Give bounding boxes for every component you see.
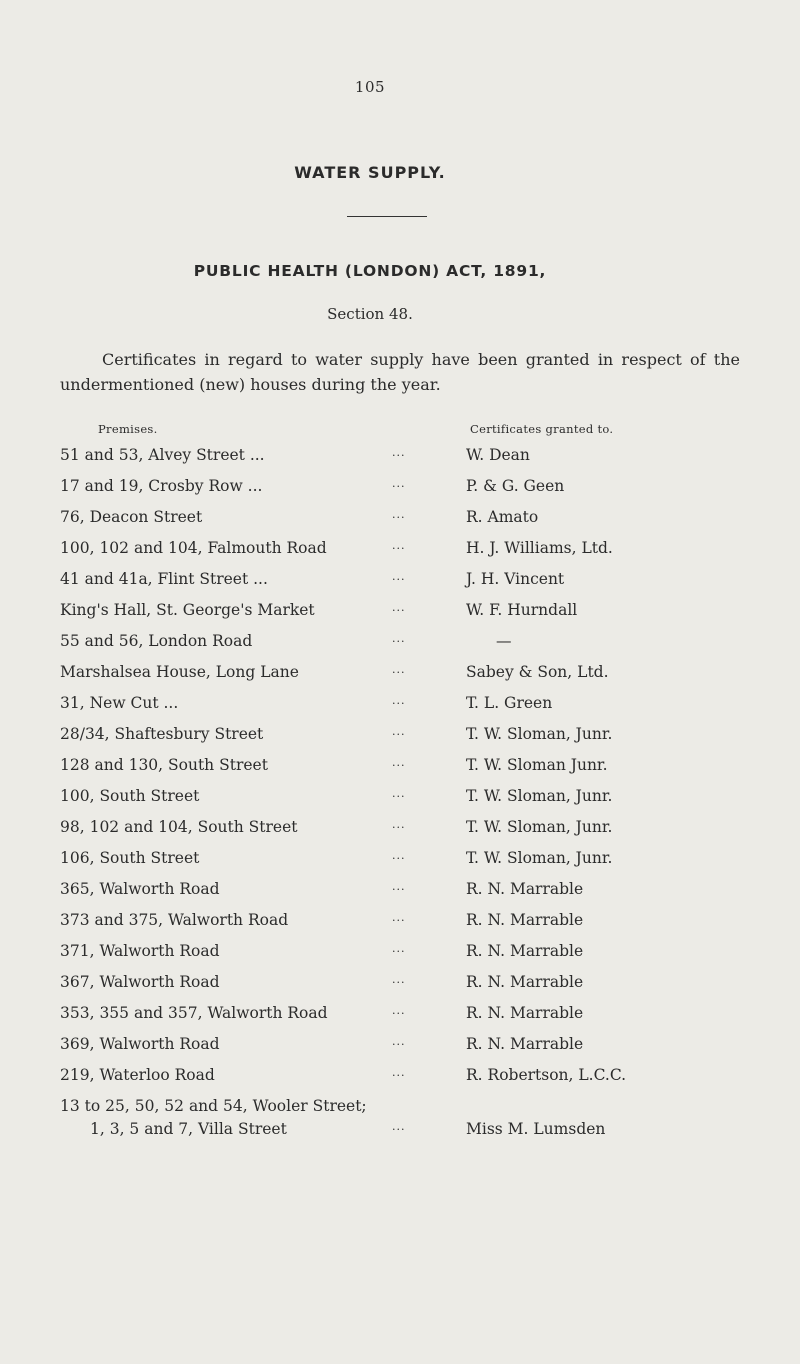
granted-cell: R. Amato <box>466 508 539 526</box>
granted-cell: R. N. Marrable <box>466 973 584 991</box>
premises-cell: 353, 355 and 357, Walworth Road <box>60 1004 328 1022</box>
granted-cell: W. Dean <box>466 446 530 464</box>
table-row <box>0 1066 800 1097</box>
table-row <box>0 849 800 880</box>
premises-cell: 371, Walworth Road <box>60 942 220 960</box>
granted-cell: R. N. Marrable <box>466 1035 584 1053</box>
leader-dots: ... <box>392 570 406 583</box>
premises-cell: 100, 102 and 104, Falmouth Road <box>60 539 327 557</box>
granted-column-header: Certificates granted to. <box>470 422 614 436</box>
table-row <box>0 756 800 787</box>
granted-cell: T. W. Sloman Junr. <box>466 756 608 774</box>
table-row <box>0 818 800 849</box>
table-row <box>0 725 800 756</box>
premises-cell: 41 and 41a, Flint Street ... <box>60 570 268 588</box>
premises-cell: 128 and 130, South Street <box>60 756 268 774</box>
leader-dots: ... <box>392 1035 406 1048</box>
premises-cell: 28/34, Shaftesbury Street <box>60 725 264 743</box>
table-row <box>0 1097 800 1143</box>
premises-cell: 17 and 19, Crosby Row ... <box>60 477 263 495</box>
granted-cell: P. & G. Geen <box>466 477 565 495</box>
premises-cell: Marshalsea House, Long Lane <box>60 663 299 681</box>
leader-dots: ... <box>392 508 406 521</box>
granted-cell: J. H. Vincent <box>466 570 565 588</box>
intro-paragraph: Certificates in regard to water supply have been granted in respect of the undermentioned (new) houses during the year. <box>60 350 740 394</box>
table-row <box>0 477 800 508</box>
table-row <box>0 694 800 725</box>
page-number: 105 <box>354 78 386 96</box>
section-label: Section 48. <box>327 305 413 323</box>
certificates-table <box>0 446 800 1143</box>
granted-cell: Sabey & Son, Ltd. <box>466 663 609 681</box>
granted-cell: R. N. Marrable <box>466 942 584 960</box>
leader-dots: ... <box>392 1120 406 1133</box>
leader-dots: ... <box>392 787 406 800</box>
premises-cell: King's Hall, St. George's Market <box>60 601 315 619</box>
leader-dots: ... <box>392 477 406 490</box>
premises-cell: 51 and 53, Alvey Street ... <box>60 446 265 464</box>
table-row <box>0 570 800 601</box>
granted-cell: T. W. Sloman, Junr. <box>466 787 613 805</box>
premises-cell: 55 and 56, London Road <box>60 632 253 650</box>
leader-dots: ... <box>392 973 406 986</box>
table-row <box>0 973 800 1004</box>
table-row <box>0 787 800 818</box>
granted-cell: — <box>496 632 512 650</box>
table-row <box>0 880 800 911</box>
leader-dots: ... <box>392 539 406 552</box>
leader-dots: ... <box>392 849 406 862</box>
leader-dots: ... <box>392 725 406 738</box>
leader-dots: ... <box>392 663 406 676</box>
granted-cell: T. W. Sloman, Junr. <box>466 818 613 836</box>
leader-dots: ... <box>392 694 406 707</box>
granted-cell: R. N. Marrable <box>466 911 584 929</box>
premises-cell: 100, South Street <box>60 787 200 805</box>
premises-cell: 13 to 25, 50, 52 and 54, Wooler Street; <box>60 1097 367 1115</box>
leader-dots: ... <box>392 601 406 614</box>
table-row <box>0 601 800 632</box>
leader-dots: ... <box>392 756 406 769</box>
granted-cell: H. J. Williams, Ltd. <box>466 539 613 557</box>
table-row <box>0 942 800 973</box>
leader-dots: ... <box>392 880 406 893</box>
granted-cell: T. W. Sloman, Junr. <box>466 849 613 867</box>
leader-dots: ... <box>392 632 406 645</box>
premises-cell: 76, Deacon Street <box>60 508 203 526</box>
granted-cell: R. N. Marrable <box>466 1004 584 1022</box>
granted-cell: T. W. Sloman, Junr. <box>466 725 613 743</box>
premises-cell: 369, Walworth Road <box>60 1035 220 1053</box>
granted-cell: W. F. Hurndall <box>466 601 578 619</box>
granted-cell: R. Robertson, L.C.C. <box>466 1066 627 1084</box>
table-row <box>0 1004 800 1035</box>
premises-cell: 98, 102 and 104, South Street <box>60 818 298 836</box>
leader-dots: ... <box>392 911 406 924</box>
leader-dots: ... <box>392 446 406 459</box>
premises-cell: 367, Walworth Road <box>60 973 220 991</box>
premises-cell: 31, New Cut ... <box>60 694 179 712</box>
table-row <box>0 911 800 942</box>
granted-cell: Miss M. Lumsden <box>466 1120 606 1138</box>
premises-cell: 373 and 375, Walworth Road <box>60 911 289 929</box>
table-row <box>0 632 800 663</box>
table-row <box>0 539 800 570</box>
leader-dots: ... <box>392 1066 406 1079</box>
leader-dots: ... <box>392 942 406 955</box>
table-row <box>0 1035 800 1066</box>
table-row <box>0 663 800 694</box>
premises-column-header: Premises. <box>98 422 158 436</box>
leader-dots: ... <box>392 818 406 831</box>
act-title: PUBLIC HEALTH (LONDON) ACT, 1891, <box>193 262 547 280</box>
premises-cell: 106, South Street <box>60 849 200 867</box>
granted-cell: R. N. Marrable <box>466 880 584 898</box>
granted-cell: T. L. Green <box>466 694 553 712</box>
leader-dots: ... <box>392 1004 406 1017</box>
page-heading: WATER SUPPLY. <box>294 163 446 182</box>
premises-cell: 365, Walworth Road <box>60 880 220 898</box>
premises-cell: 219, Waterloo Road <box>60 1066 215 1084</box>
heading-divider <box>347 216 427 217</box>
table-row <box>0 508 800 539</box>
table-row <box>0 446 800 477</box>
premises-cell-continued: 1, 3, 5 and 7, Villa Street <box>90 1120 287 1138</box>
